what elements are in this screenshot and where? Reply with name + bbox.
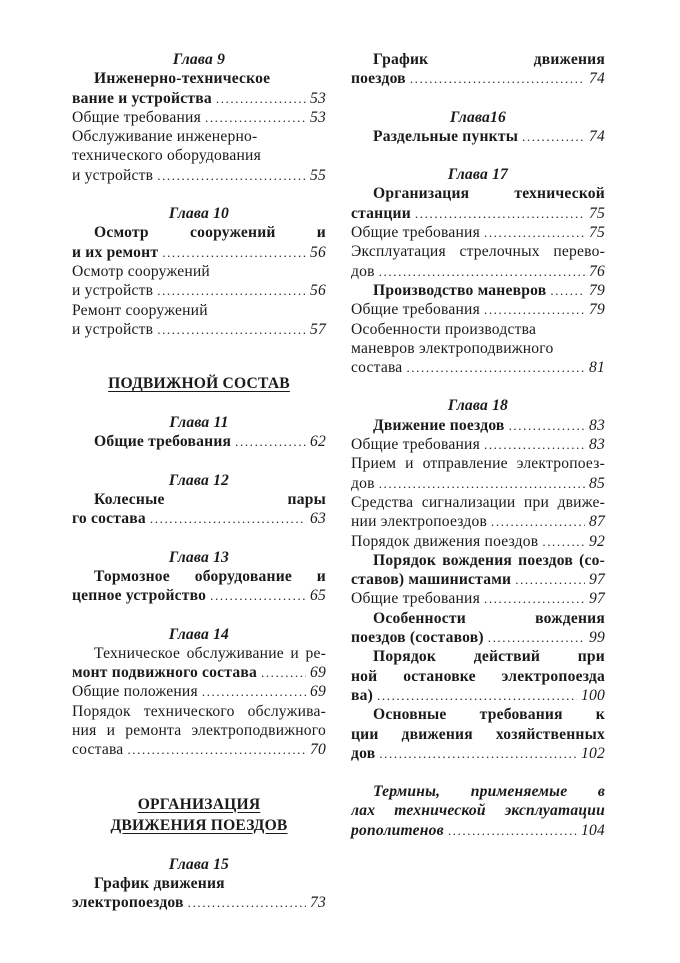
dot-leader [406,358,585,377]
toc-entry-link[interactable] [351,435,605,454]
entry-title: лах технической эксплуатации [351,802,605,820]
entry-title: Основные требования к [373,706,605,724]
entry-title: Раздельные пункты [373,127,519,145]
entry-title: Порядок технического обслужива- [72,702,326,720]
entry-title: и их ремонт [72,243,159,261]
entry-title: поездов [351,70,406,88]
toc-entry-link[interactable] [72,243,326,262]
entry-title: состава [72,741,124,759]
entry-title: Общие требования [351,590,480,608]
toc-entry-line [72,69,326,88]
page-number: 53 [310,89,326,107]
toc-entry-link[interactable] [351,69,605,88]
entry-title: ной остановке электропоезда [351,667,605,685]
dot-leader [216,89,306,108]
entry-title: Глава 15 [168,855,230,873]
dot-leader [515,570,585,589]
page-number: 73 [310,894,326,912]
page-number: 69 [310,683,326,701]
entry-title: монт подвижного состава [72,664,257,682]
entry-title: График движения [94,874,225,892]
entry-title: Осмотр сооружений [72,262,210,280]
chapter-heading [72,548,326,567]
toc-entry-line [72,223,326,242]
toc-entry-line [72,262,326,281]
entry-title: График движения [373,51,605,68]
page-number: 79 [589,281,605,299]
dot-leader [157,320,306,339]
dot-leader [491,512,585,531]
page-number: 83 [589,436,605,454]
toc-entry-line [351,454,605,473]
chapter-group [72,50,326,185]
entry-title: Общие требования [351,436,480,454]
entry-title: Глава16 [449,108,507,126]
chapter-heading [72,625,326,644]
entry-title: маневров электроподвижного [351,339,554,357]
entry-title: станции [351,204,411,222]
entry-title: ва) [351,686,374,704]
toc-entry-line [72,127,326,146]
toc-entry-line [351,782,605,801]
entry-title: Особенности производства [351,320,537,338]
chapter-heading [351,396,605,415]
entry-title: Особенности вождения [373,609,605,627]
dot-leader [410,69,585,88]
toc-entry-link[interactable] [72,108,326,127]
toc-entry-line [351,609,605,628]
entry-title: Общие положения [72,683,198,701]
entry-title: Общие требования [351,224,480,242]
page-number: 83 [589,416,605,434]
dot-leader [188,893,306,912]
entry-title: и устройств [72,166,154,184]
dot-leader [522,127,585,146]
entry-title: ставов) машинистами [351,571,512,589]
toc-entry-link[interactable] [351,358,605,377]
page-number: 56 [310,282,326,300]
entry-title: Средства сигнализации при движе- [351,493,605,511]
page-number: 92 [589,532,605,550]
entry-title: Движение поездов [373,416,505,434]
dot-leader [509,416,585,435]
dot-leader [488,628,585,647]
page-number: 74 [589,70,605,88]
toc-entry-line [72,702,326,721]
page-number: 55 [310,166,326,184]
toc-entry-link[interactable] [351,281,605,300]
toc-entry-link[interactable] [351,686,605,705]
section-heading-group [72,794,326,836]
section-heading-group [72,373,326,394]
toc-entry-link[interactable] [72,893,326,912]
toc-entry-line [72,721,326,740]
dot-leader [484,300,585,319]
page-number: 69 [310,664,326,682]
toc-entry-line [351,551,605,570]
entry-title: ния и ремонта электроподвижного [72,722,326,740]
toc-entry-link[interactable] [351,300,605,319]
entry-title: дов [351,262,375,280]
entry-title: Производство маневров [373,281,547,299]
dot-leader [484,435,585,454]
page-number: 63 [310,510,326,528]
dot-leader [377,686,577,705]
entry-title: Прием и отправление электропоез- [351,455,605,473]
toc-entry-line [72,644,326,663]
entry-title: нии электропоездов [351,513,488,531]
entry-title: Порядок действий при [373,648,605,666]
page-number: 79 [589,301,605,319]
toc-entry-line [351,647,605,666]
toc-entry-link[interactable] [72,682,326,701]
chapter-group [72,471,326,529]
toc-entry-link[interactable] [72,166,326,185]
toc-left-column [72,50,326,913]
toc-entry-link[interactable] [351,589,605,608]
entry-title: Глава 14 [168,625,230,643]
chapter-group [351,165,605,377]
page-number: 56 [310,243,326,261]
page-number: 100 [581,686,605,704]
dot-leader [205,108,306,127]
dot-leader [484,589,585,608]
chapter-group [72,204,326,339]
toc-entry-line [72,301,326,320]
entry-title: Глава 17 [447,166,509,184]
page-number: 75 [589,224,605,242]
entry-title: Глава 11 [169,414,229,432]
toc-entry-link[interactable] [72,432,326,451]
toc-entry-line [351,725,605,744]
entry-title: Общие требования [72,108,201,126]
page-number: 104 [581,821,605,839]
toc-entry-link[interactable] [72,740,326,759]
entry-title: Осмотр сооружений и [94,224,326,242]
toc-entry-link[interactable] [72,89,326,108]
chapter-group [351,396,605,763]
page-number: 65 [310,587,326,605]
chapter-heading [351,165,605,184]
entry-title: дов [351,474,375,492]
section-heading [72,794,326,815]
toc-entry-link[interactable] [351,474,605,493]
entry-title: рополитенов [351,821,444,839]
toc-entry-link[interactable] [351,821,605,840]
dot-leader [484,223,585,242]
entry-title: Глава 10 [168,205,230,223]
entry-title: Порядок движения поездов [351,532,539,550]
entry-title: Глава 9 [172,51,226,68]
toc-entry-link[interactable] [351,532,605,551]
dot-leader [379,744,577,763]
toc-entry-link[interactable] [72,281,326,300]
dot-leader [157,281,306,300]
entry-title: Общие требования [94,433,232,451]
entry-title: технического оборудования [72,147,261,165]
toc-entry-link[interactable] [351,570,605,589]
chapter-heading [72,204,326,223]
toc-entry-link[interactable] [351,223,605,242]
toc-entry-line [351,184,605,203]
dot-leader [202,682,306,701]
page-number: 87 [589,513,605,531]
chapter-group [72,625,326,760]
chapter-heading [72,413,326,432]
entry-title: Глава 13 [168,548,230,566]
section-heading [72,373,326,394]
entry-title: электропоездов [72,894,184,912]
toc-entry-line [351,667,605,686]
entry-title: дов [351,744,376,762]
dot-leader [150,509,306,528]
dot-leader [127,740,306,759]
page-number: 74 [589,127,605,145]
entry-title: цепное устройство [72,587,207,605]
entry-title: Глава 18 [447,397,509,415]
entry-title: Общие требования [351,301,480,319]
entry-title: ПОДВИЖНОЙ СОСТАВ [108,375,290,393]
page-number: 102 [581,744,605,762]
entry-title: го состава [72,510,146,528]
toc-entry-line [72,567,326,586]
entry-title: Глава 12 [168,471,230,489]
entry-title: Техническое обслуживание и ре- [94,644,326,662]
toc-entry-link[interactable] [351,628,605,647]
entry-title: Порядок вождения поездов (со- [373,551,605,569]
toc-entry-line [351,50,605,69]
page-number: 97 [589,571,605,589]
entry-title: состава [351,359,403,377]
dot-leader [542,532,585,551]
toc-entry-link[interactable] [72,663,326,682]
entry-title: вание и устройства [72,89,212,107]
toc-entry-line [72,146,326,165]
chapter-heading [351,108,605,127]
page-number: 70 [310,741,326,759]
chapter-group [351,50,605,89]
toc-entry-line [351,493,605,512]
chapter-group [72,413,326,452]
page-number: 57 [310,320,326,338]
toc-entry-line [72,490,326,509]
page-number: 76 [589,262,605,280]
entry-title: ОРГАНИЗАЦИЯ [137,795,261,813]
toc-entry-line [72,874,326,893]
entry-title: поездов (составов) [351,629,484,647]
dot-leader [448,821,577,840]
toc-entry-link[interactable] [351,262,605,281]
toc-entry-link[interactable] [72,509,326,528]
page-number: 62 [310,433,326,451]
dot-leader [157,166,306,185]
dot-leader [162,243,306,262]
toc-entry-link[interactable] [351,127,605,146]
toc-entry-link[interactable] [351,512,605,531]
page-number: 81 [589,359,605,377]
dot-leader [210,586,306,605]
dot-leader [261,663,306,682]
entry-title: Термины, применяемые в [373,783,605,801]
entry-title: Колесные пары [94,491,326,509]
chapter-heading [72,855,326,874]
dot-leader [379,262,585,281]
toc-entry-link[interactable] [351,416,605,435]
entry-title: и устройств [72,282,154,300]
entry-title: Ремонт сооружений [72,301,208,319]
chapter-heading [72,50,326,69]
page-number: 53 [310,108,326,126]
entry-title: Тормозное оборудование и [94,567,326,585]
page-number: 75 [589,204,605,222]
toc-entry-link[interactable] [72,320,326,339]
dot-leader [550,281,585,300]
chapter-heading [72,471,326,490]
toc-entry-link[interactable] [351,744,605,763]
toc-entry-line [351,242,605,261]
page-number: 97 [589,590,605,608]
toc-right-column [351,50,605,840]
toc-entry-link[interactable] [72,586,326,605]
entry-title: ДВИЖЕНИЯ ПОЕЗДОВ [110,816,288,834]
entry-title: Организация технической [373,185,605,203]
chapter-group [351,782,605,840]
entry-title: и устройств [72,320,154,338]
chapter-group [72,548,326,606]
entry-title: Эксплуатация стрелочных перево- [351,243,605,261]
toc-entry-line [351,801,605,820]
toc-entry-line [351,705,605,724]
entry-title: Обслуживание инженерно- [72,128,258,146]
chapter-group [72,855,326,913]
page-number: 85 [589,474,605,492]
section-heading [72,815,326,836]
page-number: 99 [589,629,605,647]
entry-title: Инженерно-техническое [94,70,271,88]
toc-entry-link[interactable] [351,204,605,223]
chapter-group [351,108,605,147]
dot-leader [235,432,306,451]
toc-entry-line [351,320,605,339]
toc-entry-line [351,339,605,358]
dot-leader [415,204,585,223]
dot-leader [379,474,585,493]
entry-title: ции движения хозяйственных [351,725,605,743]
